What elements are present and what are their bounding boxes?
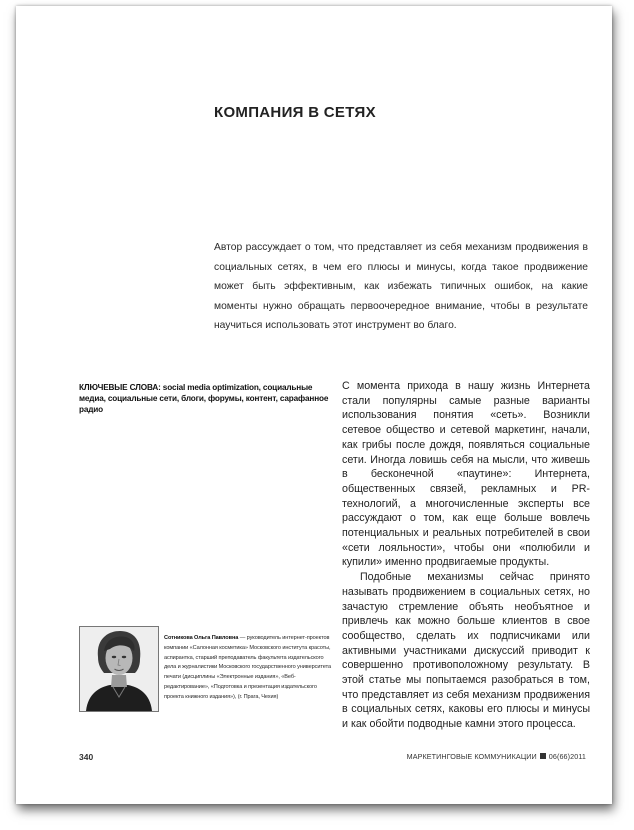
body-paragraph-2: Подобные механизмы сейчас принято называть продвижением в социальных сетях, но зачастую стремление объять необъятное и привлечь как можно больше клиентов в свое сообщество, сделать их подписчиками или активными участниками дискуссий приводит к совершенно противоположному результату. В этой статье мы попытаемся разобраться в том, что представляет из себя механизм продвижения в социальных сетях, каковы его плюсы и минусы и как обойти подводные камни этого процесса.	[342, 571, 590, 731]
keywords-list: social media optimization, социальные медиа, социальные сети, блоги, форумы, контент, сарафанное радио	[79, 383, 329, 414]
square-separator-icon	[540, 753, 546, 759]
page-number: 340	[79, 752, 94, 762]
keywords-block	[79, 382, 332, 415]
author-portrait-image	[80, 627, 158, 711]
issue-number: 06(66)2011	[548, 752, 586, 761]
running-footer	[407, 752, 586, 761]
author-info	[164, 634, 334, 703]
author-bio: — руководитель интернет-проектов компании «Салонная косметика» Московского института красоты, аспирантка, старший преподаватель факультета издательского дела и журналистики Московского государственного университета печати (дисциплины «Электронные издания», «Веб-редактирование», «Подготовка и презентация издательского проекта книжного издания»), (г. Прага, Чехия)	[164, 635, 331, 700]
article-body	[342, 379, 590, 732]
keywords-label: КЛЮЧЕВЫЕ СЛОВА:	[79, 383, 161, 392]
magazine-page	[16, 6, 612, 804]
body-paragraph-1: С момента прихода в нашу жизнь Интернета стали популярны самые разные варианты использования понятия «сеть». Возникли сетевое общество и сетевой маркетинг, начали, как грибы после дождя, появляться социальные сети. Иногда ловишь себя на мысли, что живешь в бесконечной «паутине»: Интернета, общественных связей, рекламных и PR-технологий, а многочисленные эксперты все рассуждают о том, как еще больше вовлечь потенциальных и реальных потребителей в свои «сети лояльности», чтобы они «полюбили и купили» именно продвигаемые продукты.	[342, 380, 590, 569]
article-lead: Автор рассуждает о том, что представляет из себя механизм продвижения в социальных сетях, в чем его плюсы и минусы, когда такое продвижение может быть эффективным, как избежать типичных ошибок, на какие моменты нужно обращать первоочередное внимание, чтобы в результате научиться использовать этот инструмент во благо.	[214, 242, 588, 332]
journal-name: МАРКЕТИНГОВЫЕ КОММУНИКАЦИИ	[406, 752, 537, 761]
author-photo	[79, 626, 159, 712]
article-title: КОМПАНИЯ В СЕТЯХ	[214, 104, 376, 121]
author-name: Сотникова Ольга Павловна	[164, 635, 239, 641]
